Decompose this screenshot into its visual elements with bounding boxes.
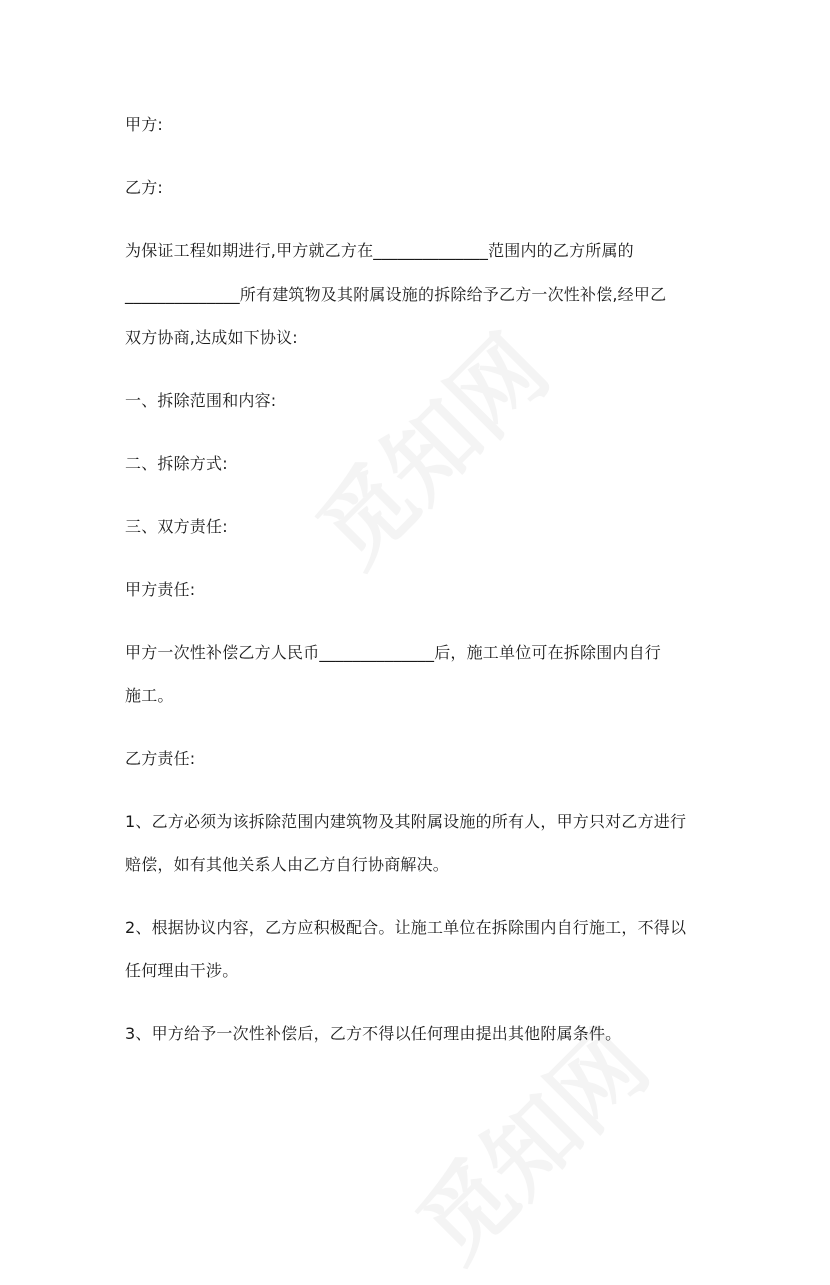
party-a-responsibility-heading: 甲方责任: <box>125 580 196 599</box>
intro-line-2: ______________所有建筑物及其附属设施的拆除给予乙方一次性补偿,经甲乙 <box>125 285 667 304</box>
section-heading-3: 三、双方责任: <box>125 517 228 536</box>
clause-2-line-2: 任何理由干涉。 <box>125 961 239 980</box>
party-a-responsibility-line-1: 甲方一次性补偿乙方人民币______________后，施工单位可在拆除围内自行 <box>125 643 662 662</box>
clause-2-line-1: 2、根据协议内容，乙方应积极配合。让施工单位在拆除围内自行施工，不得以 <box>125 918 687 937</box>
party-b-responsibility-heading: 乙方责任: <box>125 749 196 768</box>
clause-3: 3、甲方给予一次性补偿后，乙方不得以任何理由提出其他附属条件。 <box>125 1024 622 1043</box>
clause-1-line-2: 赔偿，如有其他关系人由乙方自行协商解决。 <box>125 855 450 874</box>
section-heading-1: 一、拆除范围和内容: <box>125 391 277 410</box>
party-a-responsibility-line-2: 施工。 <box>125 686 174 705</box>
clause-1-line-1: 1、乙方必须为该拆除范围内建筑物及其附属设施的所有人，甲方只对乙方进行 <box>125 812 687 831</box>
section-heading-2: 二、拆除方式: <box>125 454 228 473</box>
party-b-label: 乙方: <box>125 178 163 197</box>
party-a-label: 甲方: <box>125 115 163 134</box>
intro-line-1: 为保证工程如期进行,甲方就乙方在______________范围内的乙方所属的 <box>125 241 634 260</box>
intro-line-3: 双方协商,达成如下协议: <box>125 328 298 347</box>
watermark <box>284 302 573 591</box>
